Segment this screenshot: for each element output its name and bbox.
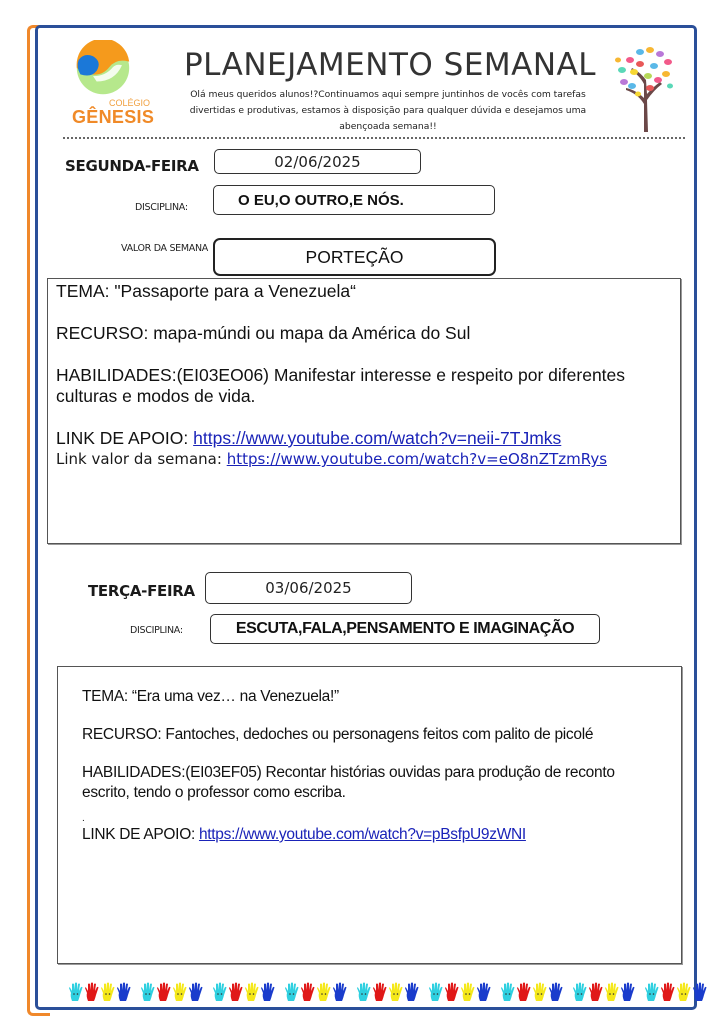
tuesday-discipline: ESCUTA,FALA,PENSAMENTO E IMAGINAÇÃO: [235, 620, 575, 637]
monday-support-link-label: LINK DE APOIO:: [56, 428, 194, 448]
hand-icon: [500, 982, 516, 1002]
hand-icon: [588, 982, 604, 1002]
hand-icon: [676, 982, 692, 1002]
hand-icon: [244, 982, 260, 1002]
intro-text: Olá meus queridos alunos!?Continuamos aqui sempre juntinhos de vocês com tarefas divertidas e produtivas, estamos à disposição para qualquer dúvida e desejamos uma abençoada semana!!: [189, 89, 587, 132]
hand-icon: [604, 982, 620, 1002]
tuesday-dot: .: [82, 813, 85, 824]
hand-icon: [388, 982, 404, 1002]
hand-icon: [516, 982, 532, 1002]
hand-icon: [228, 982, 244, 1002]
hand-group: [284, 982, 348, 1004]
hand-group: [428, 982, 492, 1004]
monday-tema: TEMA: "Passaporte para a Venezuela“: [56, 281, 356, 301]
header-divider: [63, 137, 685, 139]
monday-value-link[interactable]: https://www.youtube.com/watch?v=eO8nZTzmRys: [226, 450, 608, 468]
hand-icon: [316, 982, 332, 1002]
monday-value-link-row: [56, 450, 672, 469]
hand-icon: [68, 982, 84, 1002]
hand-icon: [172, 982, 188, 1002]
logo-small-text: COLÉGIO: [108, 98, 150, 108]
page-title: PLANEJAMENTO SEMANAL: [183, 47, 597, 83]
hand-icon: [660, 982, 676, 1002]
tuesday-recurso: RECURSO: Fantoches, dedoches ou personagens feitos com palito de picolé: [82, 726, 594, 743]
monday-support-link[interactable]: https://www.youtube.com/watch?v=neii-7TJmks: [193, 428, 562, 448]
hand-icon: [84, 982, 100, 1002]
hand-icon: [372, 982, 388, 1002]
tuesday-support-link[interactable]: https://www.youtube.com/watch?v=pBsfpU9zWNI: [198, 826, 526, 843]
monday-habilidades: HABILIDADES:(EI03EO06) Manifestar interesse e respeito por diferentes culturas e modos de vida.: [56, 365, 626, 406]
monday-day-label: SEGUNDA-FEIRA: [65, 157, 199, 175]
hand-group: [644, 982, 708, 1004]
monday-discipline-field[interactable]: [213, 185, 495, 215]
monday-discipline: O EU,O OUTRO,E NÓS.: [238, 191, 404, 209]
logo-emblem-icon: [72, 40, 134, 96]
hand-icon: [572, 982, 588, 1002]
hands-border-decoration: [68, 982, 668, 1004]
hand-icon: [356, 982, 372, 1002]
tuesday-content-panel: [57, 666, 682, 964]
hand-group: [356, 982, 420, 1004]
hand-icon: [284, 982, 300, 1002]
hand-group: [212, 982, 276, 1004]
tuesday-support-link-row: [82, 825, 657, 845]
monday-date: 02/06/2025: [274, 152, 361, 171]
hand-icon: [188, 982, 204, 1002]
hand-icon: [548, 982, 564, 1002]
hand-icon: [460, 982, 476, 1002]
tuesday-discipline-label: DISCIPLINA:: [130, 625, 183, 636]
hand-icon: [140, 982, 156, 1002]
week-value-label: VALOR DA SEMANA: [121, 243, 208, 254]
logo-big-text: GÊNESIS: [72, 107, 155, 127]
tuesday-date: 03/06/2025: [265, 579, 352, 597]
hand-icon: [692, 982, 708, 1002]
week-value: PORTEÇÃO: [305, 246, 404, 267]
monday-discipline-label: DISCIPLINA:: [135, 202, 188, 213]
hand-icon: [476, 982, 492, 1002]
tuesday-day-label: TERÇA-FEIRA: [88, 582, 195, 600]
hand-group: [500, 982, 564, 1004]
hand-group: [68, 982, 132, 1004]
monday-recurso: RECURSO: mapa-múndi ou mapa da América do Sul: [56, 323, 471, 343]
hand-icon: [332, 982, 348, 1002]
hand-icon: [260, 982, 276, 1002]
hand-group: [140, 982, 204, 1004]
week-value-field[interactable]: [213, 238, 496, 276]
tuesday-habilidades: HABILIDADES:(EI03EF05) Recontar histórias ouvidas para produção de reconto escrito, tendo o professor como escriba.: [82, 764, 615, 801]
hand-icon: [300, 982, 316, 1002]
tuesday-tema: TEMA: “Era uma vez… na Venezuela!”: [82, 688, 339, 705]
monday-value-link-label: Link valor da semana:: [56, 450, 227, 468]
monday-support-link-row: [56, 428, 672, 449]
hand-icon: [156, 982, 172, 1002]
tuesday-discipline-field[interactable]: [210, 614, 600, 644]
tuesday-support-link-label: LINK DE APOIO:: [82, 826, 199, 843]
hand-icon: [404, 982, 420, 1002]
hand-icon: [532, 982, 548, 1002]
tree-icon: [610, 40, 682, 134]
hand-icon: [212, 982, 228, 1002]
hand-icon: [644, 982, 660, 1002]
hand-icon: [444, 982, 460, 1002]
monday-content-panel: [47, 278, 681, 544]
school-logo: [68, 40, 158, 125]
hand-icon: [428, 982, 444, 1002]
monday-date-field[interactable]: [214, 149, 421, 174]
hand-icon: [116, 982, 132, 1002]
tuesday-date-field[interactable]: [205, 572, 412, 604]
hand-group: [572, 982, 636, 1004]
hand-icon: [100, 982, 116, 1002]
hand-icon: [620, 982, 636, 1002]
